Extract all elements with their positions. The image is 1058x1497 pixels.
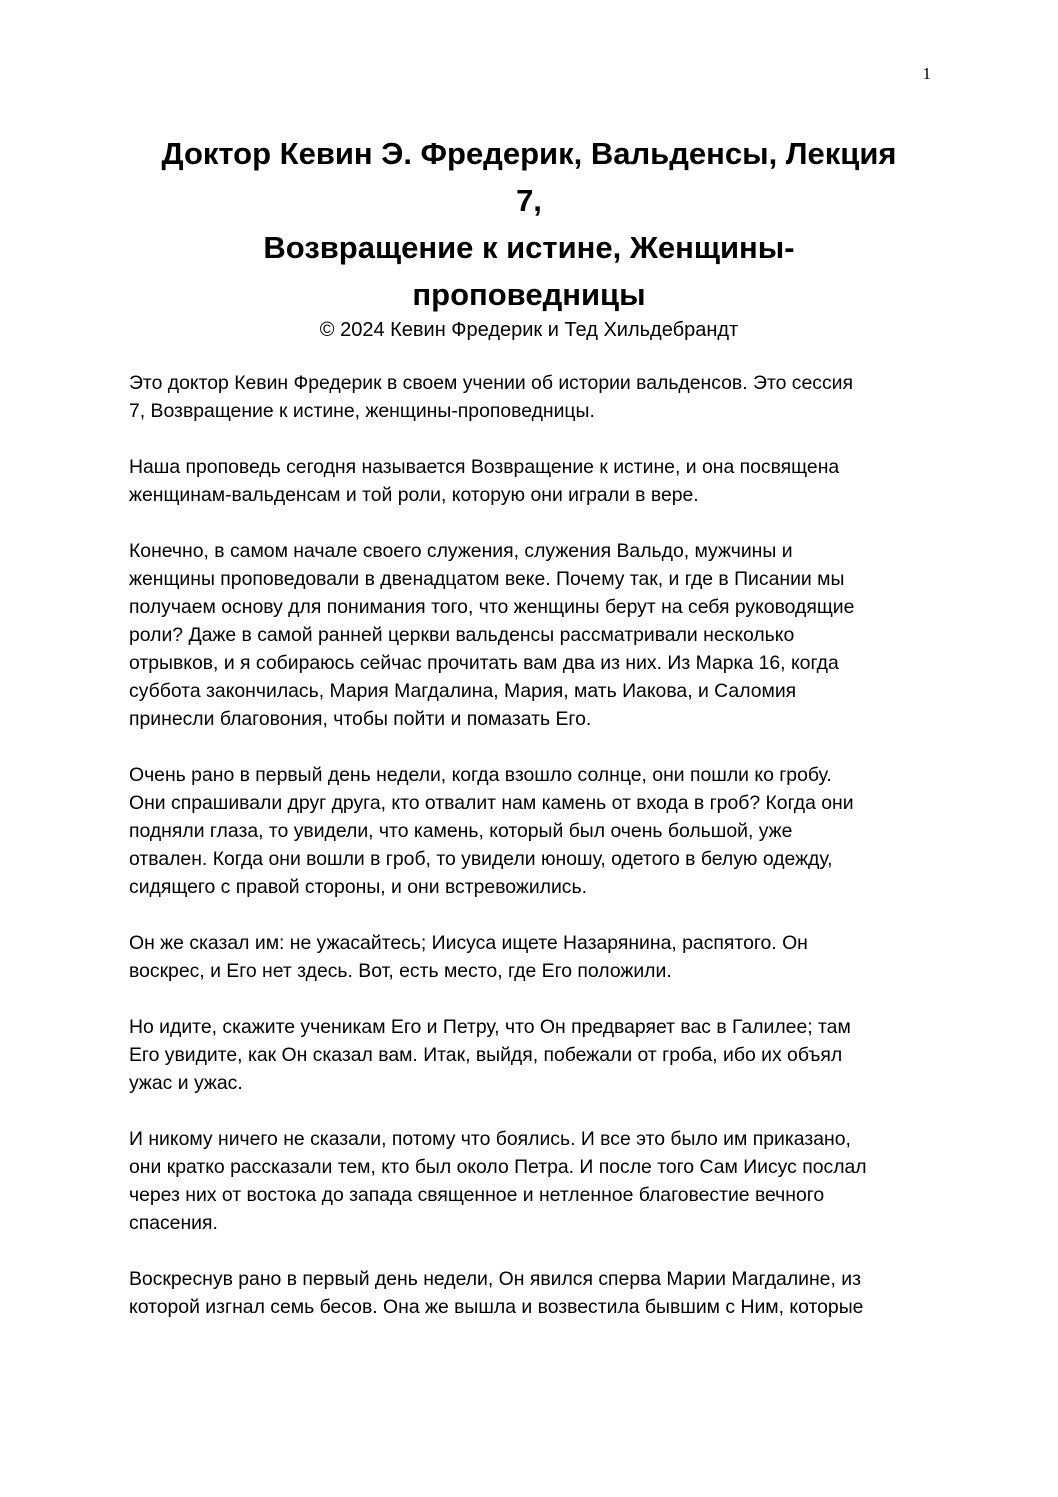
paragraph — [129, 929, 939, 985]
text-line: Он же сказал им: не ужасайтесь; Иисуса ищете Назарянина, распятого. Он — [129, 932, 808, 954]
text-line: через них от востока до запада священное и нетленное благовестие вечного — [129, 1184, 825, 1206]
paragraph — [129, 1125, 939, 1237]
paragraph — [129, 1013, 939, 1097]
paragraph — [129, 369, 939, 425]
text-line: Это доктор Кевин Фредерик в своем учении об истории вальденсов. Это сессия — [129, 372, 853, 394]
paragraph — [129, 537, 939, 733]
text-line: сидящего с правой стороны, и они встревожились. — [129, 876, 587, 898]
text-line: Воскреснув рано в первый день недели, Он явился сперва Марии Магдалине, из — [129, 1268, 861, 1290]
text-line: И никому ничего не сказали, потому что боялись. И все это было им приказано, — [129, 1128, 851, 1150]
body-text — [129, 369, 939, 1349]
text-line: Они спрашивали друг друга, кто отвалит нам камень от входа в гроб? Когда они — [129, 792, 854, 814]
copyright-notice: © 2024 Кевин Фредерик и Тед Хильдебрандт — [319, 319, 739, 341]
text-line: отвален. Когда они вошли в гроб, то увидели юношу, одетого в белую одежду, — [129, 848, 833, 870]
text-line: воскрес, и Его нет здесь. Вот, есть место, где Его положили. — [129, 960, 672, 982]
text-line: получаем основу для понимания того, что женщины берут на себя руководящие — [129, 596, 855, 618]
title-line: проповедницы — [412, 277, 646, 312]
text-line: Наша проповедь сегодня называется Возвращение к истине, и она посвящена — [129, 456, 840, 478]
paragraph — [129, 1265, 939, 1321]
paragraph — [129, 453, 939, 509]
text-line: отрывков, и я собираюсь сейчас прочитать вам два из них. Из Марка 16, когда — [129, 652, 839, 674]
text-line: суббота закончилась, Мария Магдалина, Мария, мать Иакова, и Саломия — [129, 680, 797, 702]
title-line: 7, — [516, 183, 542, 218]
text-line: которой изгнал семь бесов. Она же вышла и возвестила бывшим с Ним, которые — [129, 1296, 864, 1318]
text-line: ужас и ужас. — [129, 1072, 243, 1094]
title-line: Доктор Кевин Э. Фредерик, Вальденсы, Лекция — [161, 136, 897, 171]
text-line: подняли глаза, то увидели, что камень, который был очень большой, уже — [129, 820, 793, 842]
text-line: женщины проповедовали в двенадцатом веке. Почему так, и где в Писании мы — [129, 568, 845, 590]
text-line: Конечно, в самом начале своего служения, служения Вальдо, мужчины и — [129, 540, 793, 562]
text-line: принесли благовония, чтобы пойти и помазать Его. — [129, 708, 592, 730]
text-line: Его увидите, как Он сказал вам. Итак, выйдя, побежали от гроба, ибо их объял — [129, 1044, 843, 1066]
text-line: женщинам-вальденсам и той роли, которую они играли в вере. — [129, 484, 699, 506]
text-line: Но идите, скажите ученикам Его и Петру, что Он предваряет вас в Галилее; там — [129, 1016, 851, 1038]
text-line: они кратко рассказали тем, кто был около Петра. И после того Сам Иисус послал — [129, 1156, 867, 1178]
page-number: 1 — [922, 64, 931, 83]
title-line: Возвращение к истине, Женщины- — [263, 230, 795, 265]
text-line: спасения. — [129, 1212, 218, 1234]
text-line: роли? Даже в самой ранней церкви вальденсы рассматривали несколько — [129, 624, 795, 646]
text-line: Очень рано в первый день недели, когда взошло солнце, они пошли ко гробу. — [129, 764, 832, 786]
text-line: 7, Возвращение к истине, женщины-проповедницы. — [129, 400, 595, 422]
title-block — [100, 130, 958, 342]
paragraph — [129, 761, 939, 901]
